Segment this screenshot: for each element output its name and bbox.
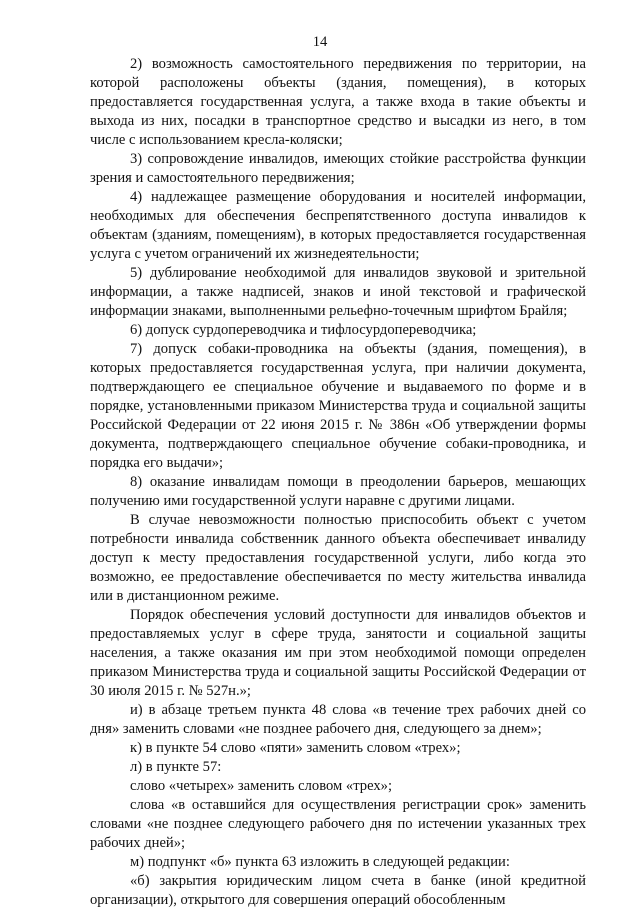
paragraph-amend-m-b: «б) закрытия юридическим лицом счета в банке (иной кредитной организации), открытого для совершения операций обособленным [90,873,586,908]
paragraph-item-5: 5) дублирование необходимой для инвалидов звуковой и зрительной информации, а также надписей, знаков и иной текстовой и графической информации знаками, выполненными рельефно-точечным шрифтом Брайля; [90,265,586,319]
paragraph-amend-l-2: слова «в оставшийся для осуществления регистрации срок» заменить словами «не позднее следующего рабочего дня по истечении указанных трех рабочих дней»; [90,797,586,851]
paragraph-impossibility: В случае невозможности полностью приспособить объект с учетом потребности инвалида собственник данного объекта обеспечивает инвалиду доступ к месту предоставления государственной услуги, либо когда это возможно, ее предоставление обеспечивается по месту жительства инвалида или в дистанционном режиме. [90,512,586,604]
page-number: 14 [312,34,328,50]
paragraph-item-4: 4) надлежащее размещение оборудования и носителей информации, необходимых для обеспечения беспрепятственного доступа инвалидов к объектам (зданиям, помещениям), в которых предоставляется государственная услуга с учетом ограничений их жизнедеятельности; [90,189,586,262]
paragraph-item-6: 6) допуск сурдопереводчика и тифлосурдопереводчика; [130,322,477,338]
paragraph-procedure: Порядок обеспечения условий доступности для инвалидов объектов и предоставляемых услуг в сфере труда, занятости и социальной защиты населения, а также оказания им при этом необходимой помощи определен приказом Министерства труда и социальной защиты Российской Федерации от 30 июля 2015 г. № 527н.»; [90,607,586,699]
paragraph-item-7: 7) допуск собаки-проводника на объекты (здания, помещения), в которых предоставляется государственная услуга, при наличии документа, подтверждающего ее специальное обучение и выдаваемого по форме и в порядке, установленными приказом Министерства труда и социальной защиты Российской Федерации от 22 июня 2015 г. № 386н «Об утверждении формы документа, подтверждающего специальное обучение собаки-проводника, и порядка его выдачи»; [90,341,586,471]
paragraph-amend-l: л) в пункте 57: [130,759,222,775]
paragraph-amend-l-1: слово «четырех» заменить словом «трех»; [130,778,393,794]
paragraph-item-8: 8) оказание инвалидам помощи в преодолении барьеров, мешающих получению ими государственной услуги наравне с другими лицами. [90,474,586,509]
paragraph-amend-k: к) в пункте 54 слово «пяти» заменить словом «трех»; [130,740,461,756]
paragraph-amend-m: м) подпункт «б» пункта 63 изложить в следующей редакции: [130,854,510,870]
paragraph-item-2: 2) возможность самостоятельного передвижения по территории, на которой расположены объекты (здания, помещения), в которых предоставляется государственная услуга, а также входа в такие объекты и выхода из них, посадки в транспортное средство и высадки из него, в том числе с использованием кресла-коляски; [90,56,586,148]
body-text [90,55,586,910]
paragraph-item-3: 3) сопровождение инвалидов, имеющих стойкие расстройства функции зрения и самостоятельного передвижения; [90,151,586,186]
paragraph-amend-i: и) в абзаце третьем пункта 48 слова «в течение трех рабочих дней со дня» заменить словами «не позднее рабочего дня, следующего за днем»; [90,702,586,737]
